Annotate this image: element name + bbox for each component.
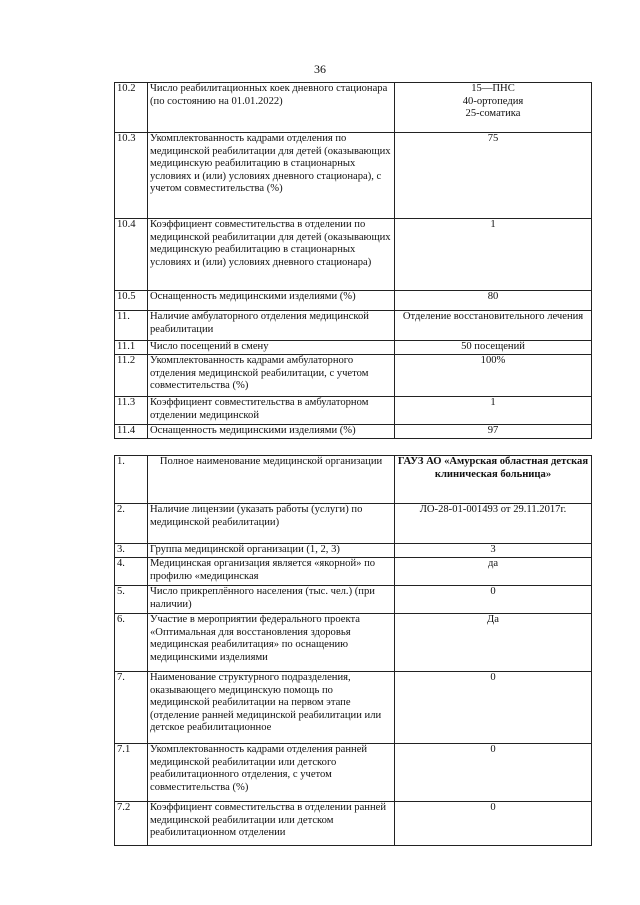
row-number: 10.5 bbox=[115, 291, 148, 311]
row-label: Число посещений в смену bbox=[148, 341, 395, 355]
row-value: 50 посещений bbox=[395, 341, 592, 355]
row-number: 3. bbox=[115, 544, 148, 558]
row-label: Оснащенность медицинскими изделиями (%) bbox=[148, 291, 395, 311]
rehab-capacity-table bbox=[114, 82, 592, 439]
row-label: Число прикреплённого населения (тыс. чел.) (при наличии) bbox=[148, 586, 395, 614]
organization-table bbox=[114, 455, 592, 846]
row-value: 0 bbox=[395, 802, 592, 846]
row-value: 1 bbox=[395, 397, 592, 425]
row-value: Да bbox=[395, 614, 592, 672]
row-value: 3 bbox=[395, 544, 592, 558]
row-number: 6. bbox=[115, 614, 148, 672]
value-line: 15—ПНС bbox=[471, 83, 515, 94]
row-number: 11. bbox=[115, 311, 148, 341]
table-row bbox=[115, 397, 592, 425]
table-row bbox=[115, 311, 592, 341]
row-label: Оснащенность медицинскими изделиями (%) bbox=[148, 425, 395, 439]
header-label: Полное наименование медицинской организации bbox=[148, 456, 395, 504]
row-label: Наличие лицензии (указать работы (услуги) по медицинской реабилитации) bbox=[148, 504, 395, 544]
row-value: ЛО-28-01-001493 от 29.11.2017г. bbox=[395, 504, 592, 544]
table-row bbox=[115, 744, 592, 802]
row-value: Отделение восстановительного лечения bbox=[395, 311, 592, 341]
row-number: 1. bbox=[115, 456, 148, 504]
row-value: 75 bbox=[395, 133, 592, 219]
table-row bbox=[115, 802, 592, 846]
row-label: Укомплектованность кадрами отделения ранней медицинской реабилитации или детского реабилитационного отделения, с учетом совместительства (%) bbox=[148, 744, 395, 802]
table-row bbox=[115, 558, 592, 586]
row-number: 7.2 bbox=[115, 802, 148, 846]
row-number: 11.1 bbox=[115, 341, 148, 355]
row-label: Коэффициент совместительства в амбулаторном отделении медицинской bbox=[148, 397, 395, 425]
row-label: Группа медицинской организации (1, 2, 3) bbox=[148, 544, 395, 558]
table-row bbox=[115, 614, 592, 672]
row-value: 0 bbox=[395, 744, 592, 802]
row-number: 10.4 bbox=[115, 219, 148, 291]
row-label: Укомплектованность кадрами амбулаторного отделения медицинской реабилитации, с учетом совместительства (%) bbox=[148, 355, 395, 397]
table-row bbox=[115, 425, 592, 439]
row-value bbox=[395, 83, 592, 133]
row-number: 10.3 bbox=[115, 133, 148, 219]
row-value: да bbox=[395, 558, 592, 586]
row-number: 7. bbox=[115, 672, 148, 744]
table-row bbox=[115, 291, 592, 311]
row-value: 100% bbox=[395, 355, 592, 397]
table-row bbox=[115, 341, 592, 355]
organization-name: ГАУЗ АО «Амурская областная детская клиническая больница» bbox=[395, 456, 592, 504]
row-number: 11.2 bbox=[115, 355, 148, 397]
row-number: 11.4 bbox=[115, 425, 148, 439]
table-header-row bbox=[115, 456, 592, 504]
row-number: 7.1 bbox=[115, 744, 148, 802]
row-label: Наименование структурного подразделения, оказывающего медицинскую помощь по медицинской реабилитации на первом этапе (отделение ранней медицинской реабилитации или детское реабилитационное bbox=[148, 672, 395, 744]
row-number: 4. bbox=[115, 558, 148, 586]
row-value: 0 bbox=[395, 586, 592, 614]
row-label: Укомплектованность кадрами отделения по медицинской реабилитации для детей (оказывающих медицинскую реабилитацию в стационарных условиях и (или) условиях дневного стационара), с учетом совместительства (%) bbox=[148, 133, 395, 219]
row-label: Число реабилитационных коек дневного стационара (по состоянию на 01.01.2022) bbox=[148, 83, 395, 133]
table-row bbox=[115, 544, 592, 558]
table-row bbox=[115, 504, 592, 544]
table-row bbox=[115, 672, 592, 744]
value-line: 40-ортопедия bbox=[462, 95, 524, 107]
row-value: 80 bbox=[395, 291, 592, 311]
row-label: Наличие амбулаторного отделения медицинской реабилитации bbox=[148, 311, 395, 341]
table-row bbox=[115, 83, 592, 133]
table-row bbox=[115, 586, 592, 614]
row-value: 97 bbox=[395, 425, 592, 439]
table-row bbox=[115, 219, 592, 291]
row-label: Коэффициент совместительства в отделении по медицинской реабилитации для детей (оказывающих медицинскую реабилитацию в стационарных условиях и (или) условиях дневного стационара) bbox=[148, 219, 395, 291]
table-row bbox=[115, 355, 592, 397]
row-number: 2. bbox=[115, 504, 148, 544]
row-value: 1 bbox=[395, 219, 592, 291]
row-value: 0 bbox=[395, 672, 592, 744]
value-line: 25-соматика bbox=[465, 108, 521, 120]
row-number: 5. bbox=[115, 586, 148, 614]
row-number: 11.3 bbox=[115, 397, 148, 425]
row-label: Коэффициент совместительства в отделении ранней медицинской реабилитации или детском реабилитационном отделении bbox=[148, 802, 395, 846]
row-label: Участие в мероприятии федерального проекта «Оптимальная для восстановления здоровья медицинская реабилитация» по оснащению медицинскими изделиями bbox=[148, 614, 395, 672]
row-number: 10.2 bbox=[115, 83, 148, 133]
table-row bbox=[115, 133, 592, 219]
page-number: 36 bbox=[314, 62, 326, 76]
row-label: Медицинская организация является «якорной» по профилю «медицинская bbox=[148, 558, 395, 586]
